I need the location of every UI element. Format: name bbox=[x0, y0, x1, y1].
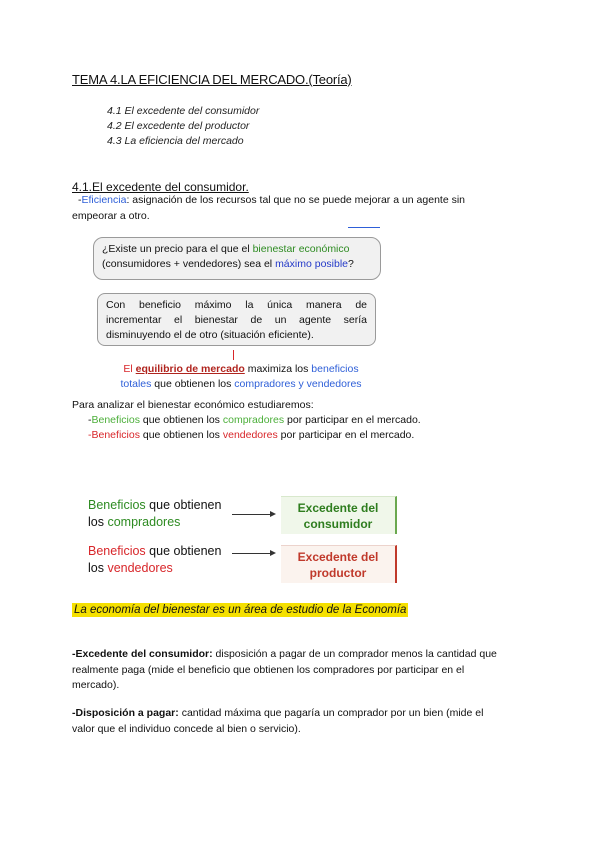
analysis-item-sellers: -Beneficios que obtienen los vendedores por participar en el mercado. bbox=[88, 429, 415, 441]
analysis-intro: Para analizar el bienestar económico estudiaremos: bbox=[72, 399, 314, 411]
arrow-line bbox=[232, 553, 270, 554]
arrow-head-icon bbox=[270, 511, 276, 517]
page-title: TEMA 4.LA EFICIENCIA DEL MERCADO.(Teoría) bbox=[72, 72, 352, 87]
analysis-item-buyers: -Beneficios que obtienen los compradores por participar en el mercado. bbox=[88, 414, 421, 426]
efficiency-definition: -Eficiencia: asignación de los recursos tal que no se puede mejorar a un agente sin empeorar a otro. bbox=[72, 194, 466, 222]
arrow-line bbox=[232, 514, 270, 515]
arrow-head-icon bbox=[270, 550, 276, 556]
sellers-benefits-label: Beneficios que obtienen los vendedores bbox=[88, 544, 222, 575]
equilibrium-statement: El equilibrio de mercado maximiza los beneficios totales que obtienen los compradores y vendedores bbox=[120, 363, 362, 390]
highlighted-statement: La economía del bienestar es un área de estudio de la Economía bbox=[74, 604, 407, 616]
consumer-surplus-box: Excedente del consumidor bbox=[281, 496, 397, 534]
toc-item: 4.1 El excedente del consumidor bbox=[107, 105, 260, 117]
willingness-to-pay-definition: -Disposición a pagar: cantidad máxima que pagaría un comprador por un bien (mide el valor que el individuo concede al bien o servicio). bbox=[72, 707, 484, 735]
consumer-surplus-definition: -Excedente del consumidor: disposición a pagar de un comprador menos la cantidad que realmente paga (mide el beneficio que obtienen los compradores por participar en el mercado). bbox=[72, 648, 497, 691]
efficiency-box: Con beneficio máximo la única manera de incrementar el bienestar de un agente sería disminuyendo el de otro (situación eficiente). bbox=[97, 293, 376, 346]
toc-item: 4.3 La eficiencia del mercado bbox=[107, 135, 244, 147]
blue-underline bbox=[348, 227, 380, 228]
red-connector bbox=[233, 350, 234, 360]
producer-surplus-box: Excedente del productor bbox=[281, 545, 397, 583]
efficiency-term: Eficiencia bbox=[81, 194, 127, 206]
question-box: ¿Existe un precio para el que el bienestar económico (consumidores + vendedores) sea el máximo posible? bbox=[93, 237, 381, 280]
toc-item: 4.2 El excedente del productor bbox=[107, 120, 250, 132]
buyers-benefits-label: Beneficios que obtienen los compradores bbox=[88, 498, 222, 529]
section-heading: 4.1.El excedente del consumidor. bbox=[72, 180, 249, 194]
